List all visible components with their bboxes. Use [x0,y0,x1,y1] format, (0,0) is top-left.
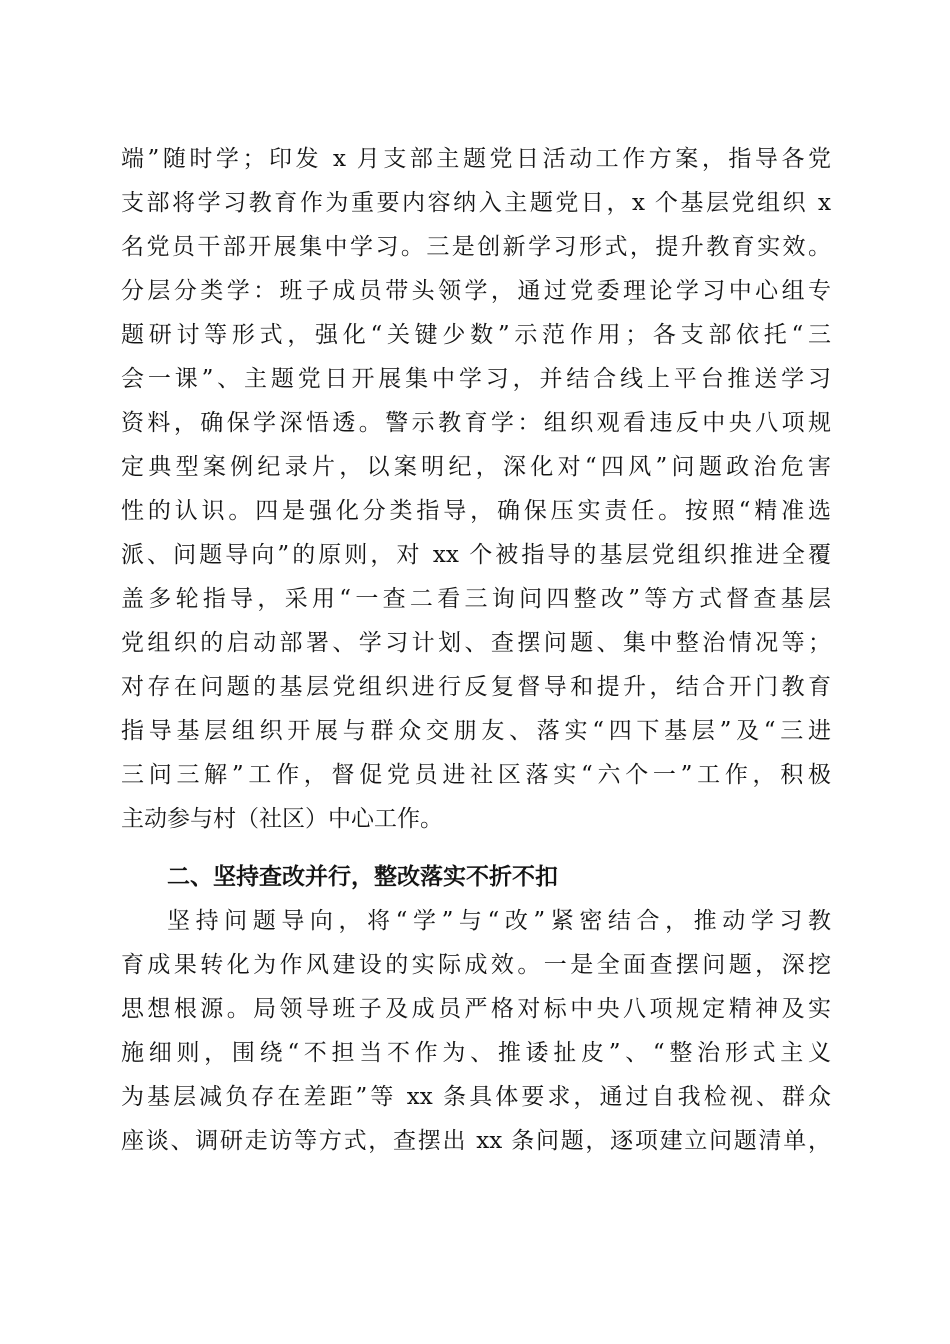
paragraph-line: 端”随时学；印发 x 月支部主题党日活动工作方案，指导各党 [121,146,831,172]
paragraph-line: 定典型案例纪录片，以案明纪，深化对“四风”问题政治危害 [121,454,831,480]
paragraph-line: 思想根源。局领导班子及成员严格对标中央八项规定精神及实 [121,996,831,1022]
paragraph-line: 资料，确保学深悟透。警示教育学：组织观看违反中央八项规 [121,410,831,436]
paragraph-line: 施细则，围绕“不担当不作为、推诿扯皮”、“整治形式主义 [121,1040,831,1066]
paragraph-line: 坚持问题导向，将“学”与“改”紧密结合，推动学习教 [167,908,831,934]
paragraph-line: 支部将学习教育作为重要内容纳入主题党日，x 个基层党组织 x [121,190,831,216]
paragraph-line: 会一课”、主题党日开展集中学习，并结合线上平台推送学习 [121,366,831,392]
paragraph-line: 对存在问题的基层党组织进行反复督导和提升，结合开门教育 [121,674,831,700]
paragraph-line: 为基层减负存在差距”等 xx 条具体要求，通过自我检视、群众 [121,1084,831,1110]
paragraph-line: 性的认识。四是强化分类指导，确保压实责任。按照“精准选 [121,498,831,524]
paragraph-line: 座谈、调研走访等方式，查摆出 xx 条问题，逐项建立问题清单， [121,1128,831,1154]
section-heading: 二、坚持查改并行，整改落实不折不扣 [167,864,558,890]
paragraph-line: 题研讨等形式，强化“关键少数”示范作用；各支部依托“三 [121,322,831,348]
paragraph-line: 党组织的启动部署、学习计划、查摆问题、集中整治情况等； [121,630,831,656]
paragraph-line: 名党员干部开展集中学习。三是创新学习形式，提升教育实效。 [121,234,831,260]
paragraph-line: 分层分类学：班子成员带头领学，通过党委理论学习中心组专 [121,278,831,304]
paragraph-line: 派、问题导向”的原则，对 xx 个被指导的基层党组织推进全覆 [121,542,831,568]
paragraph-line: 主动参与村（社区）中心工作。 [121,806,443,832]
paragraph-line: 三问三解”工作，督促党员进社区落实“六个一”工作，积极 [121,762,831,788]
paragraph-line: 育成果转化为作风建设的实际成效。一是全面查摆问题，深挖 [121,952,831,978]
paragraph-line: 指导基层组织开展与群众交朋友、落实“四下基层”及“三进 [121,718,831,744]
paragraph-line: 盖多轮指导，采用“一查二看三询问四整改”等方式督查基层 [121,586,831,612]
